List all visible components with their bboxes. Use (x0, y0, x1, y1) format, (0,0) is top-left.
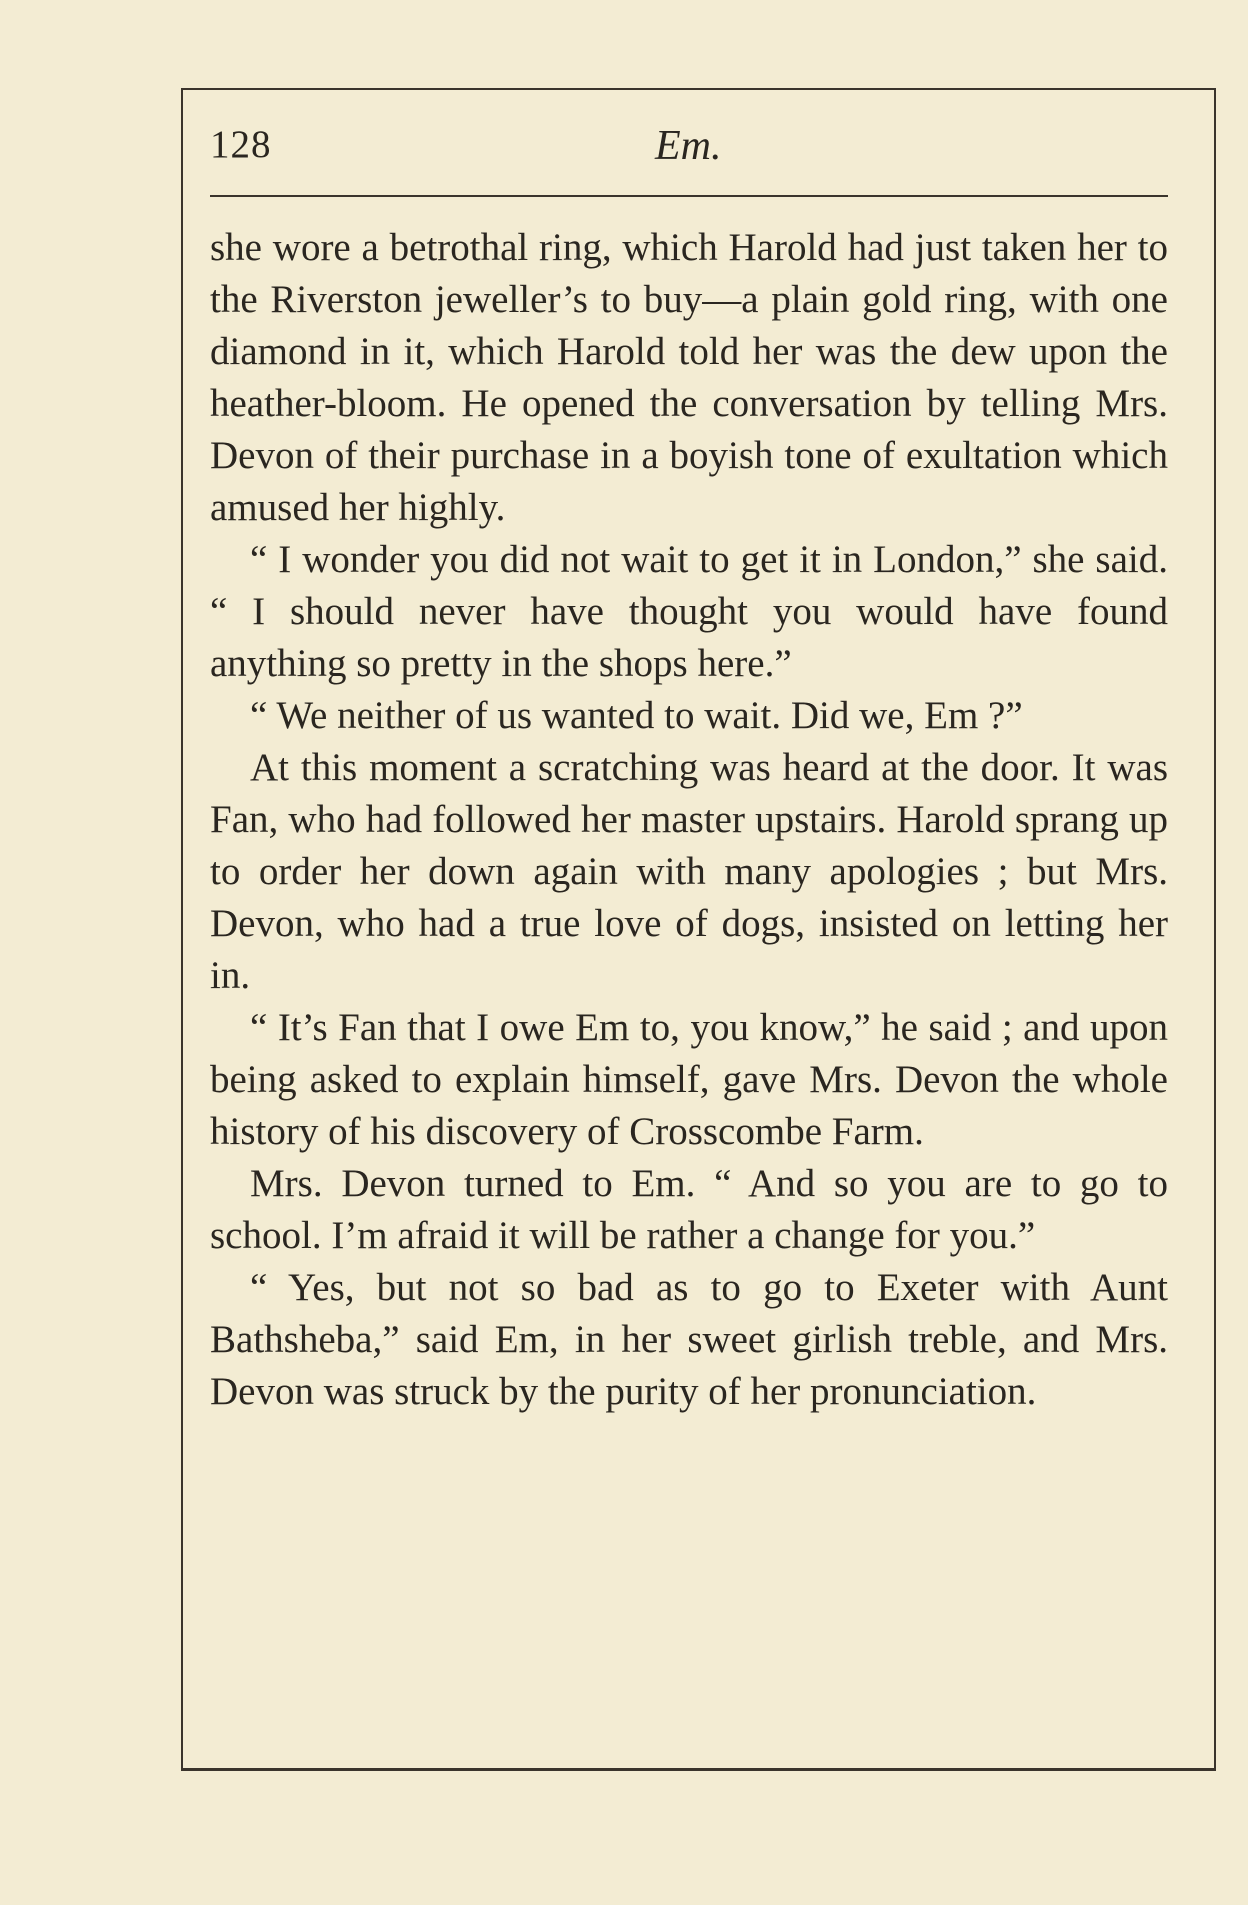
body-text (210, 222, 1168, 1418)
paragraph: “ We neither of us wanted to wait. Did we, Em ?” (250, 694, 1023, 737)
paragraph: “ I wonder you did not wait to get it in London,” she said. “ I should never have thought you would have found anything so pretty in the shops here.” (210, 538, 1168, 685)
paragraph: At this moment a scratching was heard at the door. It was Fan, who had followed her master upstairs. Harold sprang up to order her down again with many apologies ; but Mrs. Devon, who had a true love of dogs, insisted on letting her in. (210, 746, 1168, 997)
running-title: Em. (655, 123, 722, 169)
page-number: 128 (210, 123, 272, 166)
running-head (210, 122, 1168, 182)
paragraph: Mrs. Devon turned to Em. “ And so you are to go to school. I’m afraid it will be rather a change for you.” (210, 1162, 1168, 1257)
paragraph: she wore a betrothal ring, which Harold had just taken her to the Riverston jeweller’s to buy—a plain gold ring, with one diamond in it, which Harold told her was the dew upon the heather-bloom. He opened the conversation by telling Mrs. Devon of their purchase in a boyish tone of exultation which amused her highly. (210, 226, 1168, 529)
paragraph: “ It’s Fan that I owe Em to, you know,” he said ; and upon being asked to explain himself, gave Mrs. Devon the whole history of his discovery of Crosscombe Farm. (210, 1006, 1168, 1153)
paragraph: “ Yes, but not so bad as to go to Exeter with Aunt Bathsheba,” said Em, in her sweet girlish treble, and Mrs. Devon was struck by the purity of her pronunciation. (210, 1266, 1168, 1413)
header-rule (210, 195, 1168, 197)
